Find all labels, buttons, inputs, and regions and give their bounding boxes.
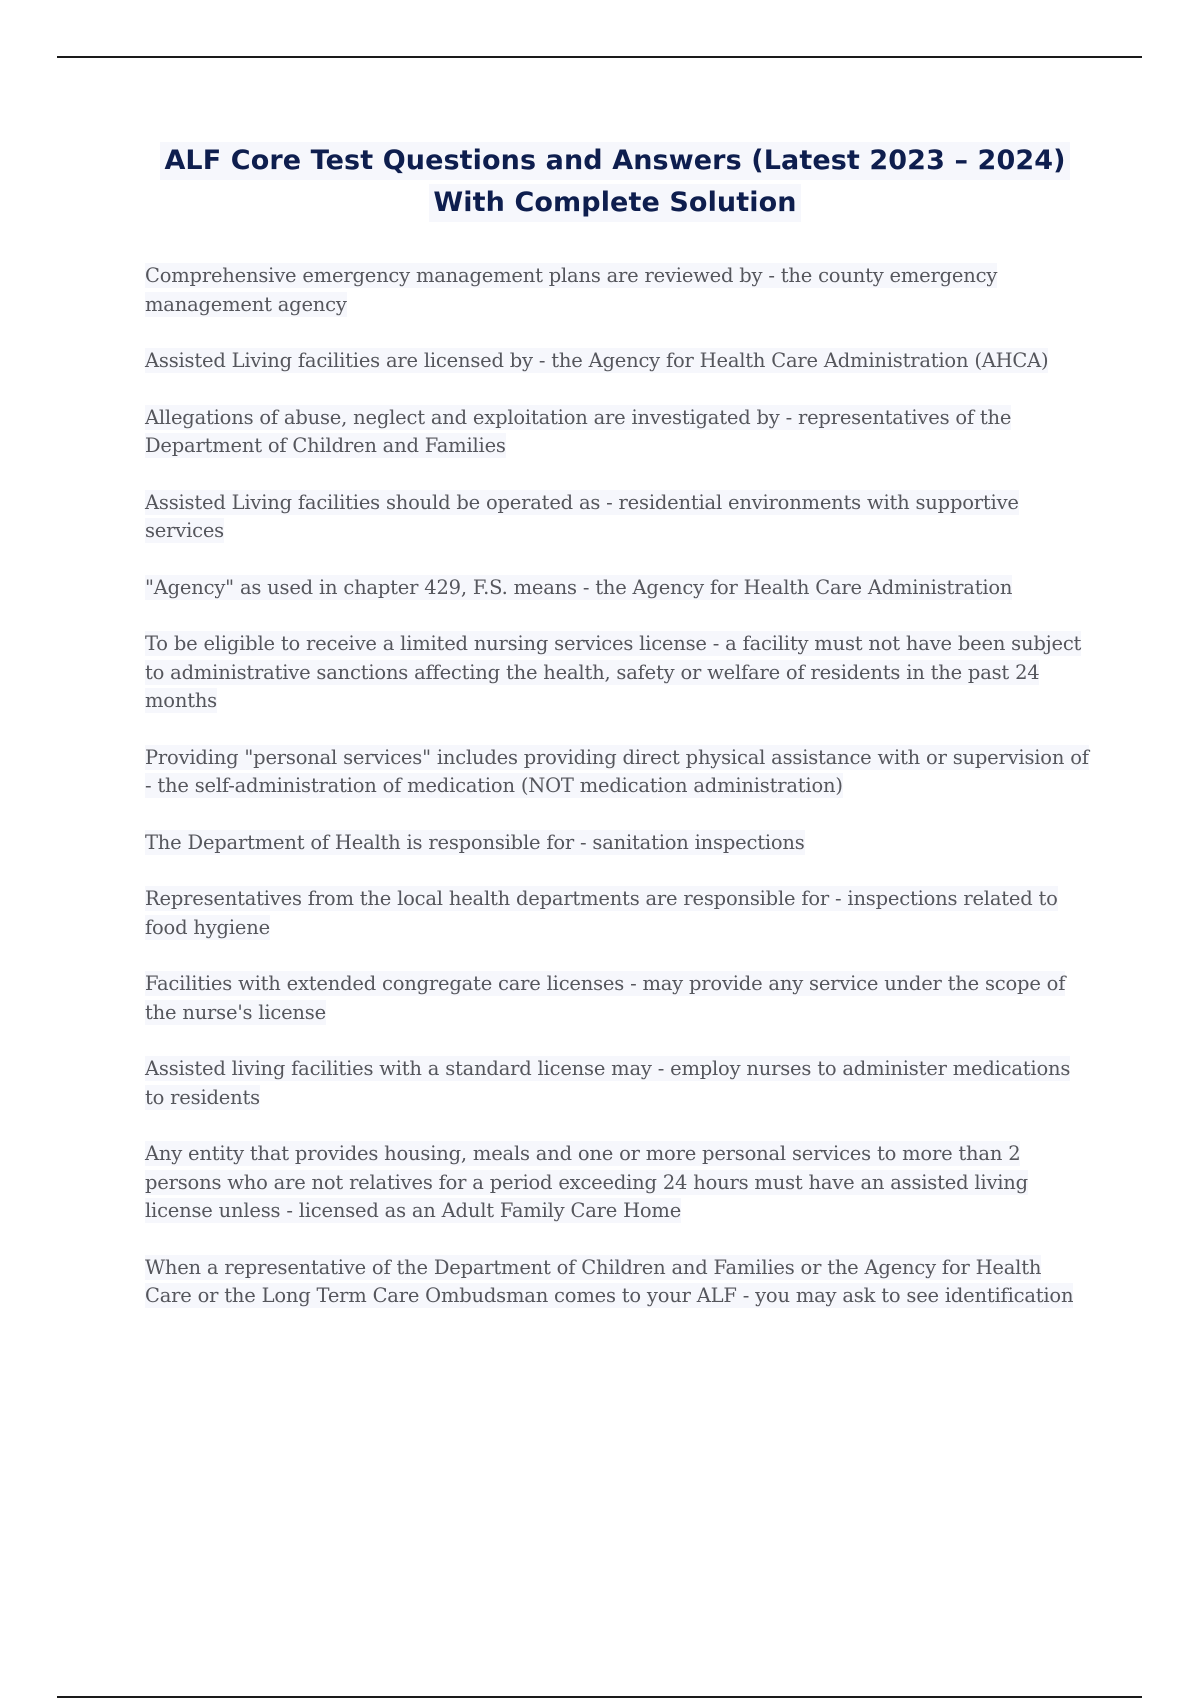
qa-item: Facilities with extended congregate care licenses - may provide any service under the scope of the nurse's license <box>145 972 1066 1024</box>
qa-item: Providing "personal services" includes providing direct physical assistance with or supervision of - the self-administration of medication (NOT medication administration) <box>145 745 1089 797</box>
bottom-rule <box>57 1696 1142 1698</box>
qa-item: Allegations of abuse, neglect and exploitation are investigated by - representatives of the Department of Children and Families <box>145 405 1012 457</box>
qa-item: Assisted Living facilities are licensed by - the Agency for Health Care Administration (AHCA) <box>145 349 1049 372</box>
qa-item: "Agency" as used in chapter 429, F.S. means - the Agency for Health Care Administration <box>145 575 1013 599</box>
qa-list <box>145 262 1091 1339</box>
qa-item: When a representative of the Department of Children and Families or the Agency for Health Care or the Long Term Care Ombudsman comes to your ALF - you may ask to see identification <box>145 1255 1074 1307</box>
qa-item: Assisted Living facilities should be operated as - residential environments with supportive services <box>145 490 1019 542</box>
qa-item: The Department of Health is responsible for - sanitation inspections <box>145 830 805 854</box>
top-rule <box>57 56 1142 58</box>
page-title <box>0 142 1200 222</box>
qa-item: Representatives from the local health departments are responsible for - inspections related to food hygiene <box>145 887 1058 939</box>
title-line-1: ALF Core Test Questions and Answers (Latest 2023 – 2024) <box>160 142 1069 180</box>
qa-item: Comprehensive emergency management plans are reviewed by - the county emergency management agency <box>145 264 998 316</box>
qa-item: Assisted living facilities with a standard license may - employ nurses to administer medications to residents <box>145 1057 1071 1109</box>
qa-item: To be eligible to receive a limited nursing services license - a facility must not have been subject to administrative sanctions affecting the health, safety or welfare of residents in the past 24 months <box>145 632 1082 712</box>
title-line-2: With Complete Solution <box>429 184 800 222</box>
qa-item: Any entity that provides housing, meals and one or more personal services to more than 2 persons who are not relatives for a period exceeding 24 hours must have an assisted living license unless - licensed as an Adult Family Care Home <box>145 1142 1028 1222</box>
